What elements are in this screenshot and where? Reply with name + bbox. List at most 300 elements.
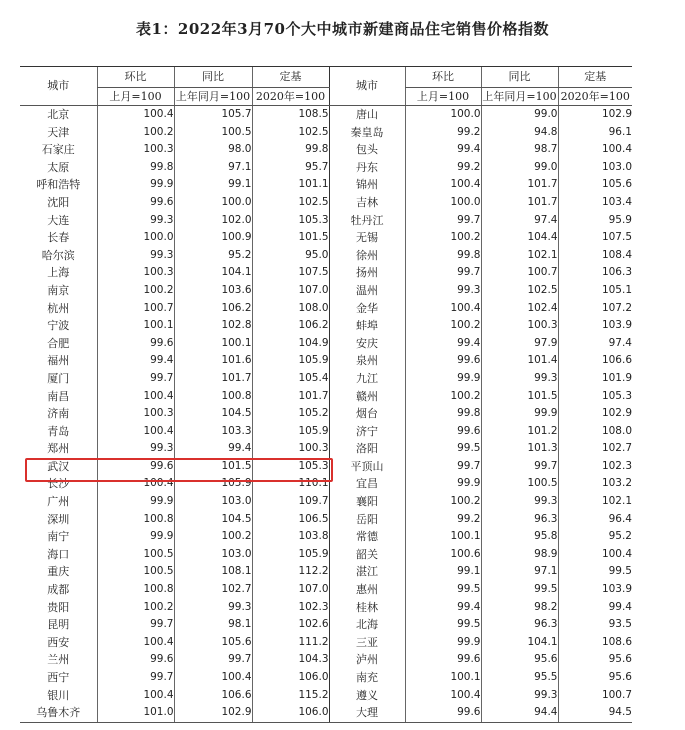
right-mom-cell: 99.8: [405, 405, 481, 423]
left-base-cell: 115.2: [252, 687, 329, 705]
left-base-cell: 95.7: [252, 159, 329, 177]
table-row: [20, 546, 632, 564]
left-city-cell: 沈阳: [47, 195, 70, 209]
right-yoy-cell: 99.3: [481, 687, 558, 705]
right-mom-cell: 99.6: [405, 651, 481, 669]
right-mom-cell: 99.6: [405, 352, 481, 370]
right-base-cell: 100.4: [558, 141, 632, 159]
left-city-cell: 广州: [47, 495, 70, 509]
left-yoy-cell: 101.6: [174, 352, 252, 370]
left-base-cell: 102.6: [252, 616, 329, 634]
left-city-cell: 北京: [47, 108, 70, 121]
left-yoy-cell: 100.2: [174, 528, 252, 546]
left-base-cell: 105.9: [252, 546, 329, 564]
right-mom-cell: 99.6: [405, 704, 481, 722]
left-base-cell: 108.0: [252, 300, 329, 318]
left-mom-cell: 100.4: [97, 388, 174, 406]
table-row: [20, 300, 632, 318]
left-yoy-cell: 100.5: [174, 124, 252, 142]
left-city-cell: 兰州: [47, 653, 70, 667]
table-row: [20, 159, 632, 177]
right-base-cell: 95.9: [558, 212, 632, 230]
right-yoy-cell: 99.7: [481, 458, 558, 476]
right-city-cell: 常德: [329, 528, 405, 546]
right-city-cell: 赣州: [329, 388, 405, 406]
right-yoy-cell: 102.5: [481, 282, 558, 300]
header-base-sub-left: 2020年=100: [252, 88, 329, 106]
table-row: [20, 229, 632, 247]
table-row: [20, 475, 632, 493]
right-base-cell: 102.9: [558, 106, 632, 124]
right-mom-cell: 100.0: [405, 194, 481, 212]
right-mom-cell: 100.2: [405, 229, 481, 247]
left-city-cell: 天津: [47, 125, 70, 139]
table-row: [20, 388, 632, 406]
right-base-cell: 96.4: [558, 511, 632, 529]
header-yoy-right: 同比: [481, 67, 558, 88]
left-base-cell: 106.2: [252, 317, 329, 335]
table-row: [20, 563, 632, 581]
right-yoy-cell: 101.2: [481, 423, 558, 441]
table-row: [20, 264, 632, 282]
left-yoy-cell: 103.0: [174, 546, 252, 564]
left-yoy-cell: 95.2: [174, 247, 252, 265]
left-base-cell: 107.0: [252, 581, 329, 599]
right-yoy-cell: 102.4: [481, 300, 558, 318]
left-base-cell: 99.8: [252, 141, 329, 159]
right-mom-cell: 99.1: [405, 563, 481, 581]
table-row: [20, 616, 632, 634]
left-city-cell: 上海: [47, 266, 70, 280]
left-city-cell: 呼和浩特: [36, 178, 81, 192]
left-mom-cell: 100.3: [97, 405, 174, 423]
header-yoy-sub-right: 上年同月=100: [481, 88, 558, 106]
left-mom-cell: 99.7: [97, 370, 174, 388]
left-yoy-cell: 100.1: [174, 335, 252, 353]
left-mom-cell: 99.3: [97, 247, 174, 265]
table-row: [20, 106, 632, 124]
left-base-cell: 107.0: [252, 282, 329, 300]
header-mom-sub-left: 上月=100: [97, 88, 174, 106]
left-base-cell: 101.1: [252, 176, 329, 194]
right-base-cell: 102.1: [558, 493, 632, 511]
right-yoy-cell: 101.3: [481, 440, 558, 458]
table-row: [20, 458, 632, 476]
left-yoy-cell: 100.4: [174, 669, 252, 687]
left-yoy-cell: 105.6: [174, 634, 252, 652]
right-mom-cell: 99.2: [405, 511, 481, 529]
left-city-cell: 重庆: [47, 565, 70, 579]
right-city-cell: 蚌埠: [329, 317, 405, 335]
right-base-cell: 95.6: [558, 651, 632, 669]
right-base-cell: 102.7: [558, 440, 632, 458]
right-yoy-cell: 95.5: [481, 669, 558, 687]
left-yoy-cell: 105.9: [174, 475, 252, 493]
right-city-cell: 吉林: [329, 194, 405, 212]
right-mom-cell: 100.2: [405, 317, 481, 335]
right-base-cell: 107.2: [558, 300, 632, 318]
right-base-cell: 103.2: [558, 475, 632, 493]
right-yoy-cell: 99.0: [481, 106, 558, 124]
right-city-cell: 扬州: [329, 264, 405, 282]
right-mom-cell: 100.0: [405, 106, 481, 124]
right-yoy-cell: 98.9: [481, 546, 558, 564]
table-row: [20, 370, 632, 388]
left-mom-cell: 100.1: [97, 317, 174, 335]
right-mom-cell: 100.2: [405, 388, 481, 406]
right-mom-cell: 99.5: [405, 440, 481, 458]
right-yoy-cell: 99.3: [481, 370, 558, 388]
right-base-cell: 108.6: [558, 634, 632, 652]
right-city-cell: 秦皇岛: [329, 124, 405, 142]
left-mom-cell: 99.6: [97, 651, 174, 669]
right-city-cell: 烟台: [329, 405, 405, 423]
right-city-cell: 南充: [329, 669, 405, 687]
right-base-cell: 108.0: [558, 423, 632, 441]
left-yoy-cell: 101.7: [174, 370, 252, 388]
left-mom-cell: 99.4: [97, 352, 174, 370]
right-mom-cell: 99.7: [405, 458, 481, 476]
left-mom-cell: 99.9: [97, 176, 174, 194]
left-city-cell: 贵阳: [47, 600, 70, 614]
left-base-cell: 102.5: [252, 194, 329, 212]
right-city-cell: 金华: [329, 300, 405, 318]
left-base-cell: 104.9: [252, 335, 329, 353]
header-mom-right: 环比: [405, 67, 481, 88]
left-mom-cell: 100.4: [97, 634, 174, 652]
header-row-sub: [20, 88, 632, 106]
right-mom-cell: 99.5: [405, 581, 481, 599]
right-base-cell: 105.3: [558, 388, 632, 406]
left-city-cell: 西安: [47, 635, 70, 649]
header-base-right: 定基: [558, 67, 632, 88]
right-city-cell: 徐州: [329, 247, 405, 265]
header-city-left: 城市: [20, 67, 97, 106]
right-base-cell: 94.5: [558, 704, 632, 722]
left-mom-cell: 100.8: [97, 511, 174, 529]
right-city-cell: 锦州: [329, 176, 405, 194]
left-base-cell: 100.3: [252, 440, 329, 458]
right-yoy-cell: 94.4: [481, 704, 558, 722]
left-city-cell: 南宁: [47, 530, 70, 544]
right-yoy-cell: 96.3: [481, 616, 558, 634]
right-yoy-cell: 95.8: [481, 528, 558, 546]
header-mom-sub-right: 上月=100: [405, 88, 481, 106]
table-row: [20, 581, 632, 599]
right-yoy-cell: 97.4: [481, 212, 558, 230]
right-mom-cell: 99.4: [405, 335, 481, 353]
table-row: [20, 687, 632, 705]
left-yoy-cell: 104.5: [174, 405, 252, 423]
right-base-cell: 99.4: [558, 599, 632, 617]
right-base-cell: 105.6: [558, 176, 632, 194]
left-city-cell: 杭州: [47, 301, 70, 315]
right-yoy-cell: 101.5: [481, 388, 558, 406]
left-city-cell: 武汉: [47, 459, 70, 473]
right-mom-cell: 100.4: [405, 176, 481, 194]
right-mom-cell: 99.4: [405, 599, 481, 617]
table-row: [20, 669, 632, 687]
right-mom-cell: 99.3: [405, 282, 481, 300]
right-mom-cell: 100.4: [405, 300, 481, 318]
left-city-cell: 昆明: [47, 618, 70, 632]
right-mom-cell: 99.7: [405, 212, 481, 230]
right-city-cell: 唐山: [329, 106, 405, 124]
left-city-cell: 长春: [47, 231, 70, 245]
left-yoy-cell: 104.5: [174, 511, 252, 529]
right-mom-cell: 100.4: [405, 687, 481, 705]
right-city-cell: 包头: [329, 141, 405, 159]
right-city-cell: 济宁: [329, 423, 405, 441]
left-yoy-cell: 100.8: [174, 388, 252, 406]
right-city-cell: 泉州: [329, 352, 405, 370]
left-city-cell: 太原: [47, 160, 70, 174]
left-yoy-cell: 97.1: [174, 159, 252, 177]
left-city-cell: 大连: [47, 213, 70, 227]
right-city-cell: 洛阳: [329, 440, 405, 458]
right-city-cell: 遵义: [329, 687, 405, 705]
right-city-cell: 无锡: [329, 229, 405, 247]
header-yoy-sub-left: 上年同月=100: [174, 88, 252, 106]
header-base-left: 定基: [252, 67, 329, 88]
left-yoy-cell: 98.1: [174, 616, 252, 634]
table-row: [20, 335, 632, 353]
right-mom-cell: 99.9: [405, 475, 481, 493]
right-city-cell: 九江: [329, 370, 405, 388]
left-base-cell: 107.5: [252, 264, 329, 282]
right-yoy-cell: 98.7: [481, 141, 558, 159]
table-row: [20, 282, 632, 300]
right-mom-cell: 99.8: [405, 247, 481, 265]
left-city-cell: 宁波: [47, 319, 70, 333]
right-base-cell: 103.0: [558, 159, 632, 177]
left-yoy-cell: 103.0: [174, 493, 252, 511]
right-base-cell: 95.6: [558, 669, 632, 687]
left-city-cell: 济南: [47, 407, 70, 421]
right-city-cell: 安庆: [329, 335, 405, 353]
left-base-cell: 109.7: [252, 493, 329, 511]
left-mom-cell: 99.8: [97, 159, 174, 177]
table-row: [20, 440, 632, 458]
left-city-cell: 郑州: [47, 442, 70, 456]
left-mom-cell: 100.3: [97, 264, 174, 282]
left-city-cell: 南京: [47, 283, 70, 297]
table-row: [20, 124, 632, 142]
right-mom-cell: 99.9: [405, 370, 481, 388]
right-yoy-cell: 97.1: [481, 563, 558, 581]
left-city-cell: 厦门: [47, 371, 70, 385]
left-base-cell: 101.5: [252, 229, 329, 247]
left-city-cell: 海口: [47, 547, 70, 561]
right-city-cell: 桂林: [329, 599, 405, 617]
right-mom-cell: 99.5: [405, 616, 481, 634]
left-yoy-cell: 99.3: [174, 599, 252, 617]
right-city-cell: 北海: [329, 616, 405, 634]
left-yoy-cell: 100.9: [174, 229, 252, 247]
left-base-cell: 105.9: [252, 352, 329, 370]
right-mom-cell: 100.1: [405, 669, 481, 687]
left-city-cell: 青岛: [47, 424, 70, 438]
right-mom-cell: 99.7: [405, 264, 481, 282]
right-yoy-cell: 100.3: [481, 317, 558, 335]
right-city-cell: 牡丹江: [329, 212, 405, 230]
left-yoy-cell: 99.7: [174, 651, 252, 669]
right-mom-cell: 99.2: [405, 159, 481, 177]
left-mom-cell: 100.5: [97, 563, 174, 581]
right-city-cell: 平顶山: [329, 458, 405, 476]
right-yoy-cell: 100.7: [481, 264, 558, 282]
left-mom-cell: 99.6: [97, 458, 174, 476]
left-base-cell: 105.3: [252, 212, 329, 230]
right-yoy-cell: 97.9: [481, 335, 558, 353]
right-base-cell: 99.5: [558, 563, 632, 581]
right-mom-cell: 100.1: [405, 528, 481, 546]
left-mom-cell: 100.4: [97, 423, 174, 441]
left-city-cell: 西宁: [47, 671, 70, 684]
left-city-cell: 哈尔滨: [41, 248, 75, 262]
left-yoy-cell: 102.9: [174, 704, 252, 722]
table-row: [20, 528, 632, 546]
table-row: [20, 405, 632, 423]
left-mom-cell: 100.2: [97, 124, 174, 142]
left-mom-cell: 100.4: [97, 475, 174, 493]
right-base-cell: 103.9: [558, 581, 632, 599]
right-yoy-cell: 95.6: [481, 651, 558, 669]
right-city-cell: 岳阳: [329, 511, 405, 529]
right-yoy-cell: 99.0: [481, 159, 558, 177]
right-base-cell: 106.6: [558, 352, 632, 370]
right-base-cell: 105.1: [558, 282, 632, 300]
table-body: [20, 106, 632, 723]
left-yoy-cell: 104.1: [174, 264, 252, 282]
left-base-cell: 105.2: [252, 405, 329, 423]
right-yoy-cell: 96.3: [481, 511, 558, 529]
left-yoy-cell: 106.2: [174, 300, 252, 318]
left-base-cell: 106.0: [252, 669, 329, 687]
right-yoy-cell: 104.1: [481, 634, 558, 652]
left-mom-cell: 100.4: [97, 687, 174, 705]
table-row: [20, 352, 632, 370]
right-yoy-cell: 101.7: [481, 194, 558, 212]
left-mom-cell: 100.2: [97, 282, 174, 300]
left-city-cell: 乌鲁木齐: [20, 704, 97, 722]
left-mom-cell: 100.8: [97, 581, 174, 599]
left-base-cell: 112.2: [252, 563, 329, 581]
right-yoy-cell: 101.4: [481, 352, 558, 370]
left-base-cell: 95.0: [252, 247, 329, 265]
left-base-cell: 110.1: [252, 475, 329, 493]
left-base-cell: 105.4: [252, 370, 329, 388]
left-mom-cell: 100.3: [97, 141, 174, 159]
left-base-cell: 108.5: [252, 106, 329, 124]
left-base-cell: 101.7: [252, 388, 329, 406]
table-row: [20, 317, 632, 335]
header-mom-left: 环比: [97, 67, 174, 88]
right-yoy-cell: 99.9: [481, 405, 558, 423]
left-city-cell: 石家庄: [41, 143, 75, 157]
header-row-main: [20, 67, 632, 88]
right-yoy-cell: 94.8: [481, 124, 558, 142]
header-city-right: 城市: [329, 67, 405, 106]
right-yoy-cell: 102.1: [481, 247, 558, 265]
table-row: [20, 247, 632, 265]
left-mom-cell: 99.6: [97, 335, 174, 353]
left-city-cell: 成都: [47, 583, 70, 597]
right-base-cell: 96.1: [558, 124, 632, 142]
right-base-cell: 100.7: [558, 687, 632, 705]
right-mom-cell: 100.6: [405, 546, 481, 564]
right-base-cell: 102.9: [558, 405, 632, 423]
right-mom-cell: 99.4: [405, 141, 481, 159]
right-base-cell: 101.9: [558, 370, 632, 388]
right-mom-cell: 99.2: [405, 124, 481, 142]
price-index-table: [20, 66, 632, 723]
left-yoy-cell: 103.6: [174, 282, 252, 300]
right-yoy-cell: 98.2: [481, 599, 558, 617]
table-row: [20, 423, 632, 441]
left-yoy-cell: 108.1: [174, 563, 252, 581]
left-mom-cell: 100.0: [97, 229, 174, 247]
left-yoy-cell: 99.1: [174, 176, 252, 194]
right-city-cell: 丹东: [329, 159, 405, 177]
table-row: [20, 141, 632, 159]
header-yoy-left: 同比: [174, 67, 252, 88]
table-title: 表1：2022年3月70个大中城市新建商品住宅销售价格指数: [136, 20, 549, 38]
left-mom-cell: 100.4: [97, 106, 174, 124]
left-mom-cell: 101.0: [97, 704, 174, 722]
right-yoy-cell: 104.4: [481, 229, 558, 247]
table-row: [20, 511, 632, 529]
right-yoy-cell: 101.7: [481, 176, 558, 194]
table-row: [20, 599, 632, 617]
right-city-cell: 大理: [329, 704, 405, 722]
left-base-cell: 102.5: [252, 124, 329, 142]
left-mom-cell: 99.9: [97, 493, 174, 511]
left-mom-cell: 99.3: [97, 212, 174, 230]
table-row: [20, 493, 632, 511]
left-mom-cell: 99.9: [97, 528, 174, 546]
left-mom-cell: 100.7: [97, 300, 174, 318]
right-base-cell: 100.4: [558, 546, 632, 564]
left-city-cell: 长沙: [47, 477, 70, 491]
right-mom-cell: 100.2: [405, 493, 481, 511]
right-city-cell: 襄阳: [329, 493, 405, 511]
header-base-sub-right: 2020年=100: [558, 88, 632, 106]
left-base-cell: 103.8: [252, 528, 329, 546]
left-yoy-cell: 102.7: [174, 581, 252, 599]
left-city-cell: 银川: [47, 688, 70, 702]
left-yoy-cell: 103.3: [174, 423, 252, 441]
right-yoy-cell: 99.3: [481, 493, 558, 511]
right-city-cell: 温州: [329, 282, 405, 300]
right-city-cell: 三亚: [329, 634, 405, 652]
left-city-cell: 南昌: [47, 389, 70, 403]
left-mom-cell: 99.7: [97, 616, 174, 634]
left-yoy-cell: 106.6: [174, 687, 252, 705]
right-base-cell: 103.4: [558, 194, 632, 212]
right-city-cell: 韶关: [329, 546, 405, 564]
right-base-cell: 93.5: [558, 616, 632, 634]
left-yoy-cell: 98.0: [174, 141, 252, 159]
right-base-cell: 103.9: [558, 317, 632, 335]
left-base-cell: 104.3: [252, 651, 329, 669]
table-row: [20, 704, 632, 722]
right-mom-cell: 99.6: [405, 423, 481, 441]
left-city-cell: 深圳: [47, 512, 70, 526]
right-base-cell: 106.3: [558, 264, 632, 282]
left-mom-cell: 100.2: [97, 599, 174, 617]
left-city-cell: 福州: [47, 354, 70, 368]
